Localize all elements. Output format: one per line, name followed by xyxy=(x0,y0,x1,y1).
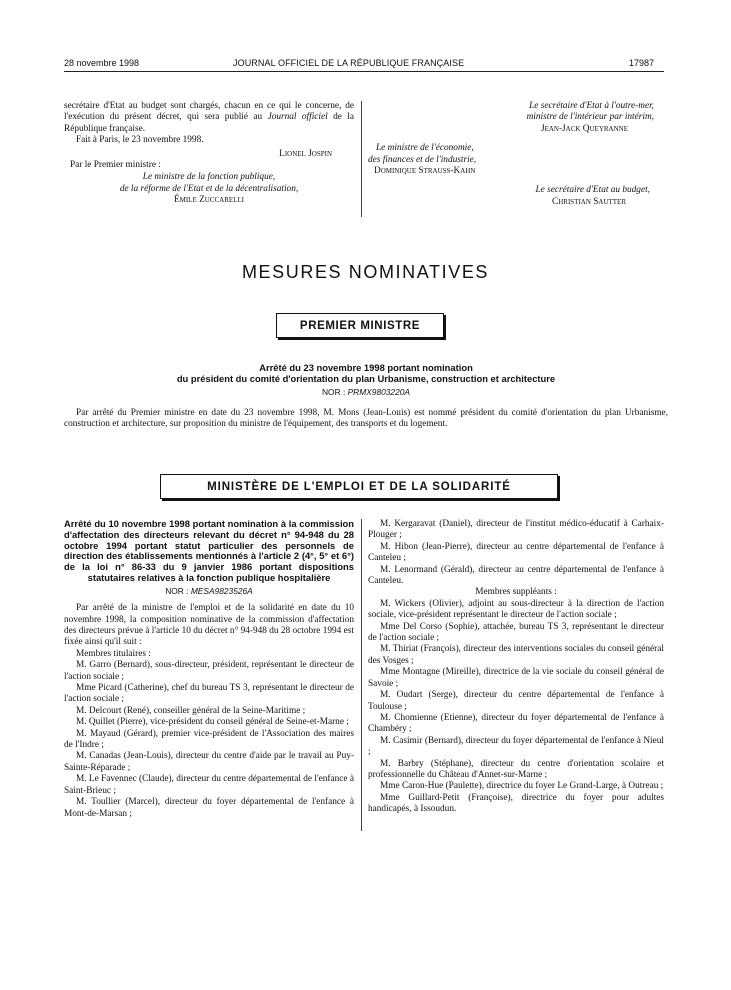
budget-title: Le secrétaire d'Etat au budget, xyxy=(535,185,650,196)
titulaire-entry: M. Hibon (Jean-Pierre), directeur au centre départemental de l'enfance à Canteleu ; xyxy=(368,541,664,564)
top-left-column xyxy=(64,101,354,207)
fonction-publique-title-2: de la réforme de l'Etat et de la décentralisation, xyxy=(119,183,299,194)
premier-paragraph: Par arrêté du Premier ministre en date du 23 novembre 1998, M. Mons (Jean-Louis) est nommé président du comité d'orientation du plan Urbanisme, construction et architecture, sur proposition du ministre de l'équipement, des transports et du logement. xyxy=(64,408,668,430)
premier-paragraph-block xyxy=(64,408,668,431)
suppleant-entry: M. Oudart (Serge), directeur du centre départemental de l'enfance à Toulouse ; xyxy=(368,690,664,712)
header-rule xyxy=(64,71,664,72)
column-divider-top xyxy=(361,101,362,217)
budget-signer: Christian Sautter xyxy=(552,196,626,207)
titulaires-list xyxy=(64,660,354,820)
outre-mer-signer: Jean-Jack Queyranne xyxy=(540,123,628,134)
top-right-column xyxy=(368,101,664,208)
premier-decree-title-1: Arrêté du 23 novembre 1998 portant nomination xyxy=(259,362,473,373)
header-page-number: 17987 xyxy=(629,58,655,68)
titulaire-entry: M. Le Favennec (Claude), directeur du centre départemental de l'enfance à Saint-Brieuc ; xyxy=(64,774,354,796)
premier-ministre-label: PREMIER MINISTRE xyxy=(299,319,421,332)
closing-paragraph: secrétaire d'Etat au budget sont chargés, chacun en ce qui le concerne, de l'exécution du présent décret, qui sera publié au Journal officiel de la République française. xyxy=(64,101,355,134)
ministere-emploi-label: MINISTÈRE DE L'EMPLOI ET DE LA SOLIDARITÉ xyxy=(207,480,511,493)
titulaires-heading: Membres titulaires : xyxy=(76,648,151,659)
suppleant-entry: M. Casimir (Bernard), directeur du foyer départemental de l'enfance à Nieul ; xyxy=(368,735,664,758)
emploi-right-column xyxy=(368,519,664,816)
header-date: 28 novembre 1998 xyxy=(64,58,140,68)
suppleant-entry: M. Chomienne (Etienne), directeur du foyer départemental de l'enfance à Chambéry ; xyxy=(368,712,664,735)
premier-nor: NOR : PRMX9803220A xyxy=(322,386,410,397)
titulaire-entry: M. Mayaud (Gérard), premier vice-président de l'Association des maires de l'Indre ; xyxy=(64,728,354,751)
titulaire-entry: Mme Picard (Catherine), chef du bureau TS 3, représentant le directeur de l'action sociale ; xyxy=(64,683,354,705)
section-title: MESURES NOMINATIVES xyxy=(241,262,490,282)
suppleant-entry: Mme Montagne (Mireille), directrice de la vie sociale du conseil général de Savoie ; xyxy=(368,667,664,689)
suppleants-list xyxy=(368,599,664,816)
done-at-line: Fait à Paris, le 23 novembre 1998. xyxy=(76,135,204,146)
suppleant-entry: M. Thiriat (François), directeur des interventions sociales du conseil général des Vosges ; xyxy=(368,644,664,666)
suppleant-entry: Mme Caron-Hue (Paulette), directrice du foyer Le Grand-Large, à Outreau ; xyxy=(380,781,664,792)
economie-title-1: Le ministre de l'économie, xyxy=(376,143,474,154)
fonction-publique-signer: Émile Zuccarelli xyxy=(173,195,245,206)
titulaire-entry: M. Toullier (Marcel), directeur du foyer départemental de l'enfance à Mont-de-Marsan ; xyxy=(64,797,354,819)
titulaire-entry: M. Canadas (Jean-Louis), directeur du centre d'aide par le travail au Puy-Sainte-Réparade ; xyxy=(64,751,354,773)
titulaire-entry: M. Quillet (Pierre), vice-président du conseil général de Seine-et-Marne ; xyxy=(76,717,349,728)
outre-mer-title-1: Le secrétaire d'Etat à l'outre-mer, xyxy=(529,101,654,111)
economie-signer: Dominique Strauss-Kahn xyxy=(374,166,476,177)
premier-decree-title-2: du président du comité d'orientation du plan Urbanisme, construction et architecture xyxy=(176,372,556,384)
suppleant-entry: Mme Del Corso (Sophie), attachée, bureau TS 3, représentant le directeur de l'action sociale ; xyxy=(368,621,664,644)
titulaire-entry: M. Delcourt (René), conseiller général de la Seine-Maritime ; xyxy=(76,705,306,716)
titulaire-entry: M. Garro (Bernard), sous-directeur, président, représentant le directeur de l'action sociale ; xyxy=(64,660,354,682)
economie-title-2: des finances et de l'industrie, xyxy=(368,154,477,165)
suppleants-heading: Membres suppléants : xyxy=(475,587,557,598)
ministere-emploi-box xyxy=(160,474,558,499)
suppleant-entry: M. Wickers (Olivier), adjoint au sous-directeur à la direction de l'action sociale, vice-président représentant le directeur de l'action sociale ; xyxy=(368,598,664,621)
premier-ministre-box xyxy=(276,313,444,338)
suppleant-entry: M. Barbry (Stéphane), directeur du centre d'orientation scolaire et professionnelle du Château d'Annet-sur-Marne ; xyxy=(368,758,664,780)
signer-prime-minister: Lionel Jospin xyxy=(279,148,332,159)
premier-decree xyxy=(64,363,668,397)
emploi-nor: NOR : MESA9823526A xyxy=(165,585,253,596)
emploi-left-column xyxy=(64,519,354,820)
par-prime-minister: Par le Premier ministre : xyxy=(70,160,161,171)
emploi-decree-title: Arrêté du 10 novembre 1998 portant nomination à la commission d'affectation des directeurs relevant du décret n° 94-948 du 28 octobre 1994 portant statut particulier des personnels de direction des établissements mentionnés à l'article 2 (4°, 5° et 6°) de la loi n° 86-33 du 9 janvier 1986 portant dispositions statutaires relatives à la fonction publique hospitalière xyxy=(64,518,354,583)
header-journal-title: JOURNAL OFFICIEL DE LA RÉPUBLIQUE FRANÇAISE xyxy=(233,58,465,68)
column-divider-bottom xyxy=(361,519,362,831)
titulaire-entry: M. Lenormand (Gérald), directeur au centre départemental de l'enfance à Canteleu. xyxy=(368,564,664,587)
emploi-intro: Par arrêté de la ministre de l'emploi et de la solidarité en date du 10 novembre 1998, la composition nominative de la commission d'affectation des directeurs prévue à l'article 10 du décret n° 94-948 du 28 octobre 1994 est fixée ainsi qu'il suit : xyxy=(64,603,354,648)
titulaires-cont-list xyxy=(368,519,664,587)
suppleant-entry: Mme Guillard-Petit (Françoise), directrice du foyer pour adultes handicapés, à Issoudun. xyxy=(368,792,664,815)
fonction-publique-title-1: Le ministre de la fonction publique, xyxy=(142,172,276,183)
titulaire-entry: M. Kergaravat (Daniel), directeur de l'institut médico-éducatif à Carhaix-Plouger ; xyxy=(368,519,664,541)
outre-mer-title-2: ministre de l'intérieur par intérim, xyxy=(526,112,654,123)
